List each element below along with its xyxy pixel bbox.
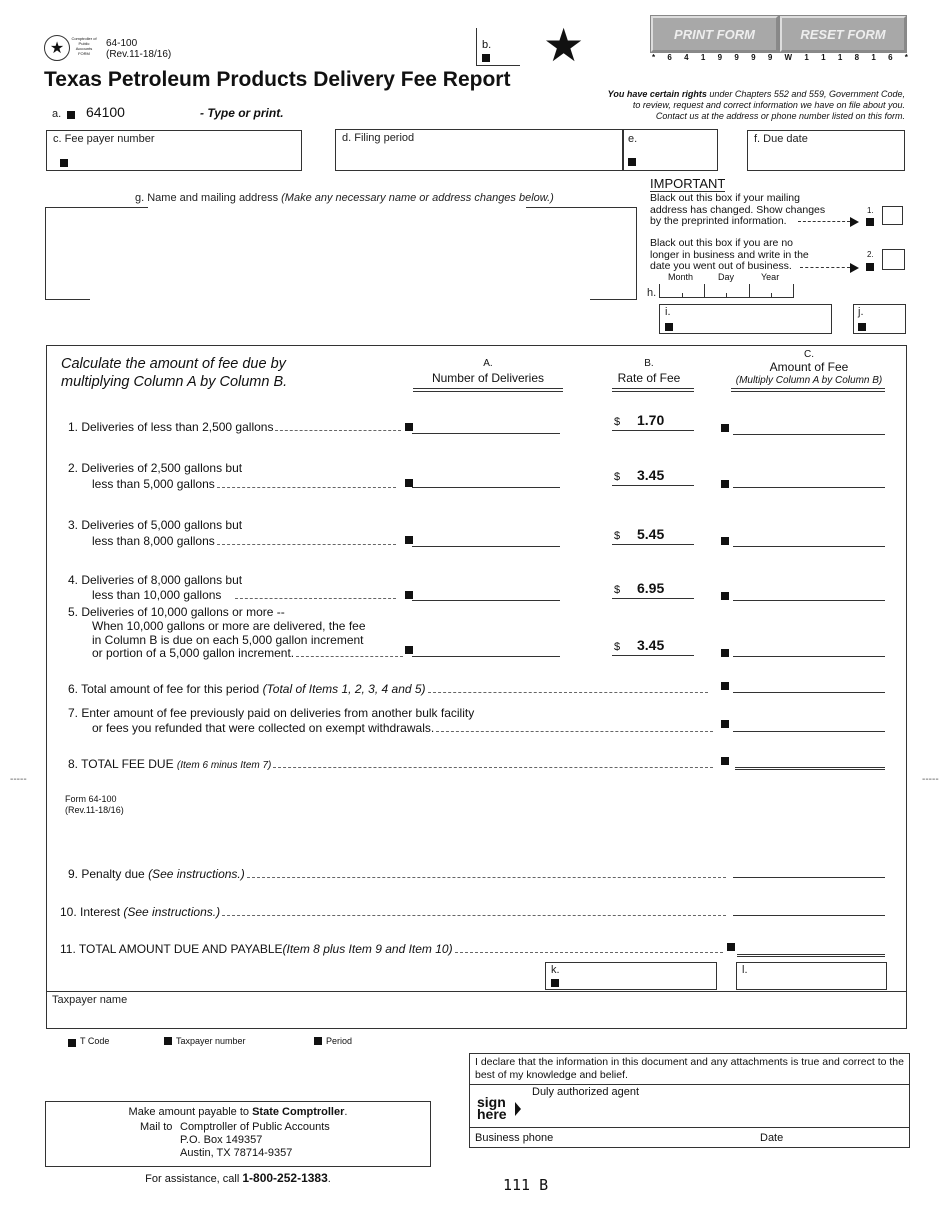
col-c-header [725,348,893,387]
row-2-deliveries-input[interactable] [412,474,560,488]
col-a-header-rule [413,388,563,392]
agent-signature-field[interactable]: Duly authorized agent [532,1086,640,1098]
barcode-char: 9 [717,53,723,62]
col-c-title: Amount of Fee [769,360,849,374]
arrow-1-head-icon [850,217,859,227]
row-4-rate [612,579,694,599]
currency-symbol: $ [614,584,621,596]
payable-suffix: . [344,1106,348,1118]
item-7-label [92,721,715,735]
payable-to: State Comptroller [252,1106,345,1118]
barcode-char: * [652,53,656,62]
due-date-field[interactable] [747,130,905,171]
field-j[interactable] [853,304,906,334]
box2-num: 2. [867,250,874,259]
currency-symbol: $ [614,530,621,542]
payable-prefix: Make amount payable to [128,1106,253,1118]
row-5-label [92,646,405,660]
field-k[interactable] [545,962,717,990]
calculation-section [46,345,907,992]
fold-mark-left: ----- [10,774,27,785]
date-month-label: Month [668,272,694,282]
item-7-text: or fees you refunded that were collected on exempt withdrawals. [92,721,435,735]
box1-text-3: by the preprinted information. [650,215,787,227]
sign-here-label [477,1096,507,1120]
taxpayer-name-field[interactable] [46,991,907,1029]
item-6-label [68,682,710,696]
date-year-label: Year [761,272,780,282]
item-11-note: (Item 8 plus Item 9 and Item 10) [282,942,453,956]
row-5-rate [612,636,694,656]
col-a-header [412,357,564,385]
type-or-print-note: - Type or print. [200,106,284,120]
taxpayer-name-label: Taxpayer name [52,994,128,1006]
item-11-label [60,942,725,956]
row-2-c-marker-icon [721,480,729,488]
row-5-rate-value: 3.45 [637,637,665,653]
col-b-letter: B. [644,358,654,369]
row-3-label [92,534,398,548]
row-2-rate-value: 3.45 [637,467,665,483]
item-8-text: 8. TOTAL FEE DUE [68,757,177,771]
row-3-rate-value: 5.45 [637,526,665,542]
col-b-header-rule [612,388,694,392]
row-5-line2: When 10,000 gallons or more are delivered, the fee [92,619,366,633]
barcode-char: * [904,53,908,62]
row-5-line1: 5. Deliveries of 10,000 gallons or more -- [68,605,285,619]
barcode-char: 9 [751,53,756,62]
taxpayer-number-marker-icon [164,1037,172,1045]
currency-symbol: $ [614,471,621,483]
rights-notice [608,89,905,122]
field-k-marker-icon [551,979,559,987]
fold-mark-right: ----- [922,774,939,785]
col-b-title: Rate of Fee [617,371,681,385]
currency-symbol: $ [614,416,621,428]
item-10-note: (See instructions.) [123,905,221,919]
here-text: here [477,1106,507,1122]
barcode-char: 1 [837,53,843,62]
row-3-amount-input[interactable] [733,533,885,547]
field-a-marker-icon [67,111,75,119]
row-2-line1: 2. Deliveries of 2,500 gallons but [68,461,243,475]
item-7-line1: 7. Enter amount of fee previously paid on deliveries from another bulk facility [68,706,475,720]
item-6-marker-icon [721,682,729,690]
box1-text-1: Black out this box if your mailing [650,192,800,204]
form-ref [65,794,124,816]
name-address-field[interactable] [45,207,637,300]
fee-payer-number-label: c. Fee payer number [53,133,155,145]
item-7-marker-icon [721,720,729,728]
row-1-label [68,420,403,434]
barcode-char: W [784,53,793,62]
barcode-char: 1 [821,53,826,62]
item-9-label [68,867,728,881]
box2-text-1: Black out this box if you are no [650,237,793,249]
field-e[interactable] [623,129,718,171]
item-6-total-input[interactable] [733,679,885,693]
taxpayer-number-label: Taxpayer number [176,1036,246,1046]
currency-symbol: $ [614,641,621,653]
barcode-char: 1 [871,53,876,62]
form-revision: (Rev.11-18/16) [106,49,172,60]
field-h-label: h. [647,287,657,299]
item-10-text: 10. Interest [60,905,124,919]
box2-text-2: longer in business and write in the [650,248,809,261]
star-icon: ★ [543,19,585,71]
barcode-char: 1 [804,53,809,62]
row-5-c-marker-icon [721,649,729,657]
print-form-button[interactable]: PRINT FORM [651,16,778,52]
rights-line-1: under Chapters 552 and 559, Government Code, [706,89,905,99]
item-7-previously-paid-input[interactable] [733,718,885,732]
field-e-marker-icon [628,158,636,166]
address-changed-checkbox[interactable] [882,206,903,225]
field-i[interactable] [659,304,832,334]
item-10-label [60,905,728,919]
row-3-c-marker-icon [721,537,729,545]
box1-num: 1. [867,206,874,215]
row-5-amount-input[interactable] [733,643,885,657]
row-3-deliveries-input[interactable] [412,533,560,547]
date-field[interactable]: Date [760,1132,784,1144]
field-a-value[interactable]: 64100 [86,104,125,120]
arrow-2-icon [800,267,850,268]
footer-code: 111 B [503,1176,549,1194]
row-1-rate-value: 1.70 [637,412,665,428]
row-4-amount-input[interactable] [733,587,885,601]
row-4-deliveries-input[interactable] [412,587,560,601]
field-j-label: j. [858,306,864,318]
field-c-marker-icon [60,159,68,167]
form-ref-1: Form 64-100 [65,794,117,804]
barcode-char: 6 [667,53,672,62]
mail-to-label: Mail to [140,1121,173,1133]
row-1-c-marker-icon [721,424,729,432]
barcode-char: 1 [700,53,706,62]
filing-period-label: d. Filing period [342,132,415,144]
barcode-char: 9 [767,53,773,62]
rights-bold: You have certain rights [607,89,707,99]
address-line-2: P.O. Box 149357 [180,1134,263,1146]
col-c-note: (Multiply Column A by Column B) [735,375,883,386]
assistance-line [45,1171,431,1185]
row-2-text: less than 5,000 gallons [92,477,215,491]
col-c-header-rule [731,388,885,392]
box1-marker-icon [866,218,874,226]
row-2-label [92,477,398,491]
sign-text: sign [477,1094,506,1110]
item-11-marker-icon [727,943,735,951]
row-4-text: less than 10,000 gallons [92,588,222,602]
box1-text-2: address has changed. Show changes [650,203,826,216]
field-i-marker-icon [665,323,673,331]
item-9-note: (See instructions.) [148,867,245,881]
agency-logo-text: Comptroller of Public Accounts FORM [71,36,97,56]
field-l-label: l. [742,964,748,976]
out-of-business-checkbox[interactable] [882,249,905,270]
item-6-text: 6. Total amount of fee for this period [68,682,263,696]
barcode-char: 9 [734,53,739,62]
address-line-3: Austin, TX 78714-9357 [180,1147,293,1159]
item-8-total-fee-input[interactable] [735,754,885,770]
item-8-marker-icon [721,757,729,765]
field-i-label: i. [665,306,671,318]
barcode-char: 4 [684,53,689,62]
important-box1-text [650,193,825,228]
row-4-rate-value: 6.95 [637,580,665,596]
item-11-text: 11. TOTAL AMOUNT DUE AND PAYABLE [60,942,283,956]
field-b-marker-icon [482,54,490,62]
sign-arrow-icon [515,1102,521,1116]
row-5-text: or portion of a 5,000 gallon increment. [92,646,295,660]
assist-phone[interactable]: 1-800-252-1383 [242,1171,328,1185]
calc-intro-1: Calculate the amount of fee due by [61,356,286,372]
assist-prefix: For assistance, call [145,1173,243,1185]
row-1-deliveries-input[interactable] [412,420,560,434]
fee-payer-number-field[interactable] [46,130,302,171]
filing-period-field[interactable] [335,129,623,171]
rights-line-2: to review, request and correct information we have on file about you. [632,100,905,110]
reset-form-button[interactable]: RESET FORM [780,16,906,52]
declaration-text: I declare that the information in this document and any attachments is true and correct to the best of my knowledge and belief. [475,1056,904,1081]
period-marker-icon [314,1037,322,1045]
col-a-title: Number of Deliveries [431,371,545,385]
rights-line-3: Contact us at the address or phone number listed on this form. [655,111,905,121]
box2-text-3: date you went out of business. [650,260,792,272]
t-code-label: T Code [80,1036,110,1046]
arrow-1-icon [798,221,850,222]
row-1-text: 1. Deliveries of less than 2,500 gallons [68,420,274,434]
row-3-text: less than 8,000 gallons [92,534,215,548]
important-heading: IMPORTANT [650,176,726,191]
field-j-marker-icon [858,323,866,331]
important-box2-text [650,238,809,273]
row-2-rate [612,466,694,486]
field-k-label: k. [551,964,560,976]
mailing-address [180,1120,330,1161]
form-ref-2: (Rev.11-18/16) [65,805,124,815]
field-b-label-text: b. [482,39,492,51]
arrow-2-head-icon [850,263,859,273]
col-a-letter: A. [483,358,493,369]
page-title: Texas Petroleum Products Delivery Fee Report [44,68,511,91]
calc-intro-2: multiplying Column A by Column B. [61,374,288,390]
row-5-line3: in Column B is due on each 5,000 gallon increment [92,633,364,647]
field-a-label: a. [52,108,62,120]
barcode-char: 6 [888,53,893,62]
row-1-amount-input[interactable] [733,421,885,435]
col-b-header [607,357,691,385]
out-of-business-date-field[interactable] [659,284,794,298]
row-3-line1: 3. Deliveries of 5,000 gallons but [68,518,243,532]
date-day-label: Day [718,272,735,282]
box2-marker-icon [866,263,874,271]
name-address-label-text: g. Name and mailing address [135,192,279,204]
assist-suffix: . [327,1173,331,1185]
t-code-marker-icon [68,1039,76,1047]
payable-line [46,1105,430,1120]
form-number: 64-100 [106,38,138,49]
barcode-char: 8 [854,53,860,62]
barcode-digits [652,53,908,62]
calc-intro [61,355,287,391]
row-4-line1: 4. Deliveries of 8,000 gallons but [68,573,243,587]
row-5-deliveries-input[interactable] [412,643,560,657]
due-date-label: f. Due date [754,133,808,145]
field-e-label: e. [628,133,638,145]
declaration-box [469,1053,910,1148]
row-2-amount-input[interactable] [733,474,885,488]
period-label: Period [326,1036,353,1046]
item-8-note: (Item 6 minus Item 7) [176,760,272,771]
row-4-c-marker-icon [721,592,729,600]
item-8-label [68,757,715,771]
item-6-note: (Total of Items 1, 2, 3, 4 and 5) [262,682,426,696]
item-9-penalty-input[interactable] [733,864,885,878]
row-3-rate [612,525,694,545]
name-address-note: (Make any necessary name or address changes below.) [281,192,554,204]
item-9-text: 9. Penalty due [68,867,149,881]
field-l[interactable] [736,962,887,990]
col-c-letter: C. [804,349,814,360]
payment-instructions [45,1101,431,1167]
agency-seal-icon: ★ [44,35,70,61]
address-line-1: Comptroller of Public Accounts [180,1121,330,1133]
item-11-total-due-input[interactable] [737,941,885,957]
row-1-rate [612,411,694,431]
name-address-label [135,192,554,204]
item-10-interest-input[interactable] [733,902,885,916]
business-phone-field[interactable]: Business phone [475,1132,554,1144]
row-4-label [92,588,398,602]
